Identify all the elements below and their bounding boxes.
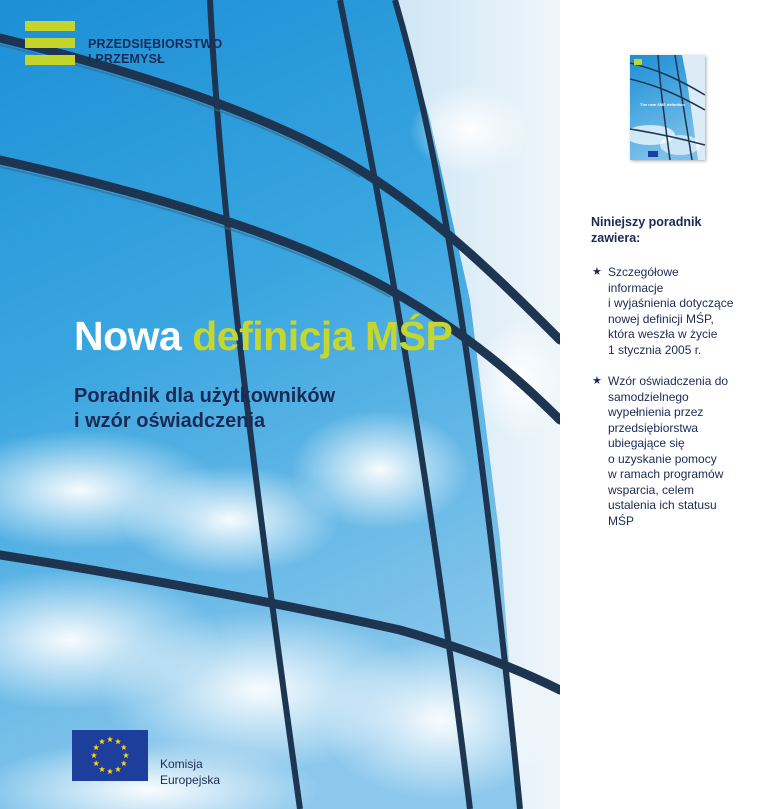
contents-heading-line2: zawiera: <box>591 230 641 245</box>
english-edition-thumbnail <box>630 55 705 160</box>
contents-item-text <box>608 265 758 358</box>
item-line: która weszła w życie <box>608 327 718 341</box>
eu-star-icon <box>99 738 105 744</box>
dg-label-line1: PRZEDSIĘBIORSTWO <box>88 37 223 51</box>
enterprise-logo-icon <box>25 21 75 65</box>
item-line: informacje <box>608 280 664 295</box>
eu-star-icon <box>115 766 121 772</box>
item-line: wsparcia, celem <box>608 482 695 497</box>
star-bullet-icon: ★ <box>592 266 602 278</box>
item-line: przedsiębiorstwa <box>608 420 699 435</box>
eu-star-icon <box>107 768 113 774</box>
eu-star-icon <box>93 760 99 766</box>
eu-star-icon <box>99 766 105 772</box>
eu-label-line1: Komisja <box>160 757 203 771</box>
dg-label <box>88 37 222 67</box>
european-commission-label <box>160 756 220 788</box>
contents-heading <box>591 215 761 246</box>
contents-heading-line1: Niniejszy poradnik <box>591 215 702 229</box>
item-line: wypełnienia przez <box>608 405 704 419</box>
item-line: Szczegółowe <box>608 265 679 279</box>
page-subtitle <box>74 384 335 434</box>
item-line: w ramach programów <box>608 467 724 481</box>
eu-star-icon <box>91 752 97 758</box>
item-line: MŚP <box>608 513 635 528</box>
item-line: i wyjaśnienia dotyczące <box>608 296 734 310</box>
eu-star-icon <box>107 736 113 742</box>
subtitle-line1: Poradnik dla użytkowników <box>74 385 336 407</box>
eu-star-icon <box>93 744 99 750</box>
title-word-white: Nowa <box>74 313 182 359</box>
eu-label-line2: Europejska <box>160 773 221 787</box>
item-line: 1 stycznia 2005 r. <box>608 342 702 357</box>
dg-label-line2: I PRZEMYSŁ <box>88 52 166 66</box>
item-line: o uzyskanie pomocy <box>608 451 717 466</box>
item-line: samodzielnego <box>608 389 689 404</box>
eu-star-icon <box>121 760 127 766</box>
eu-star-icon <box>123 752 129 758</box>
eu-flag-icon <box>72 730 148 781</box>
star-bullet-icon: ★ <box>592 375 602 387</box>
item-line: Wzór oświadczenia do <box>608 374 729 388</box>
eu-star-icon <box>115 738 121 744</box>
subtitle-line2: i wzór oświadczenia <box>74 410 266 432</box>
item-line: ubiegające się <box>608 436 685 450</box>
page-title <box>74 313 452 360</box>
contents-item-text <box>608 374 758 529</box>
item-line: ustalenia ich statusu <box>608 498 717 512</box>
item-line: nowej definicji MŚP, <box>608 311 714 326</box>
eu-star-icon <box>121 744 127 750</box>
thumbnail-caption: The new SME definition <box>640 102 685 107</box>
title-word-lime: definicja MŚP <box>192 313 453 359</box>
